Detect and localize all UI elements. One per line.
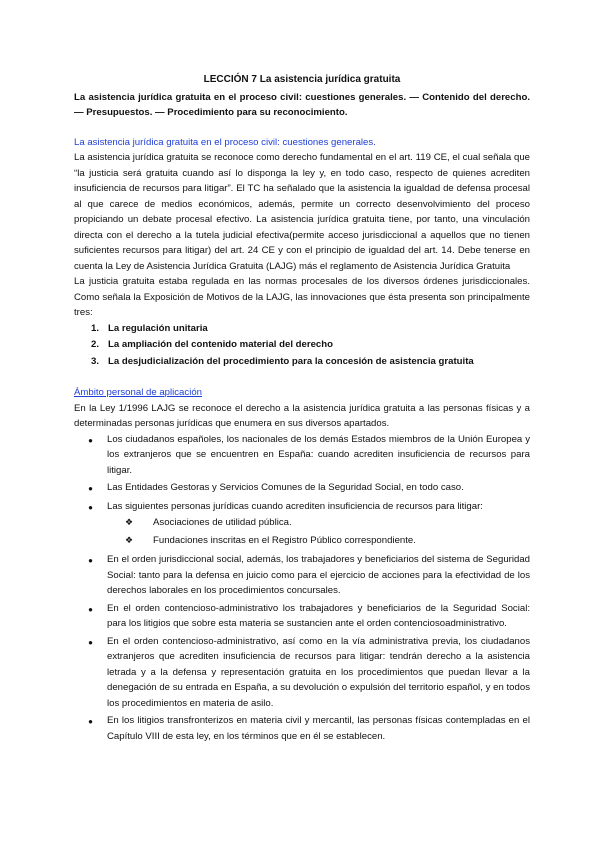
beneficiaries-list xyxy=(74,432,530,745)
list-text: Las siguientes personas jurídicas cuando acrediten insuficiencia de recursos para litigar: xyxy=(107,500,483,512)
innovations-list xyxy=(74,321,530,370)
bullet-icon: ● xyxy=(88,502,93,512)
list-text: En el orden jurisdiccional social, además, los trabajadores y beneficiarios del sistema de Seguridad Social: tanto para la defensa en juicio como para el ejercicio de acciones para la efectividad de los derechos laborales en los procedimientos concursales. xyxy=(107,554,530,596)
list-text: Las Entidades Gestoras y Servicios Comunes de la Seguridad Social, en todo caso. xyxy=(107,482,464,493)
bullet-icon: ● xyxy=(88,604,93,614)
list-number: 3. xyxy=(90,355,99,367)
list-item xyxy=(74,354,530,370)
sublist-item xyxy=(107,533,530,549)
list-item xyxy=(74,321,530,337)
section1-paragraph-2: La justicia gratuita estaba regulada en las normas procesales de los diversos órdenes jurisdiccionales. Como señala la Exposición de Motivos de la LAJG, las innovaciones que ésta presenta son principalmente tres: xyxy=(74,276,530,318)
bullet-icon: ● xyxy=(88,717,93,726)
list-number: 1. xyxy=(90,322,99,334)
list-text: La desjudicialización del procedimiento para la concesión de asistencia gratuita xyxy=(108,355,474,367)
list-number: 2. xyxy=(90,339,99,350)
bullet-icon: ● xyxy=(88,637,93,647)
list-text: La regulación unitaria xyxy=(108,322,208,334)
list-text: En el orden contencioso-administrativo, así como en la vía administrativa previa, los ciudadanos extranjeros que acrediten insuficiencia de recursos para litigar: tendrán derecho a la asistencia letrada y a la defensa y representación gratuita en los procedimientos que puedan llevar a la denegación de su entrada en España, a su devolución o expulsión del territorio español, y en todos los procedimientos en materia de asilo. xyxy=(107,635,530,709)
section2-intro: En la Ley 1/1996 LAJG se reconoce el derecho a la asistencia jurídica gratuita a las personas físicas y a determinadas personas jurídicas que enumera en sus diversos apartados. xyxy=(74,402,530,429)
list-item xyxy=(74,480,530,497)
document-page xyxy=(74,72,530,746)
sublist-text: Asociaciones de utilidad pública. xyxy=(153,517,292,528)
lesson-title: LECCIÓN 7 La asistencia jurídica gratuita xyxy=(203,74,401,85)
bullet-icon: ● xyxy=(88,484,93,493)
list-item xyxy=(74,499,530,551)
list-text: En el orden contencioso-administrativo los trabajadores y beneficiarios de la Seguridad Social: para los litigios que sobre esta materia se sustancien ante el orden contenciosoadministrativo. xyxy=(107,602,530,629)
list-item xyxy=(74,713,530,744)
diamond-bullet-icon: ❖ xyxy=(125,534,134,545)
list-text: Los ciudadanos españoles, los nacionales de los demás Estados miembros de la Unión Europea y los extranjeros que se encuentren en España: cuando acrediten insuficiencia de recursos para litigar. xyxy=(107,433,530,476)
sublist-text: Fundaciones inscritas en el Registro Público correspondiente. xyxy=(153,534,416,546)
list-item xyxy=(74,634,530,712)
sublist-item xyxy=(107,515,530,531)
list-item xyxy=(74,432,530,479)
list-item xyxy=(74,337,530,353)
list-text: En los litigios transfronterizos en materia civil y mercantil, las personas físicas contempladas en el Capítulo VIII de esta ley, en los términos que en él se establecen. xyxy=(107,715,530,742)
section1-heading: La asistencia jurídica gratuita en el proceso civil: cuestiones generales. xyxy=(74,136,376,148)
list-item-body xyxy=(107,499,530,551)
section2-heading: Ámbito personal de aplicación xyxy=(74,387,202,398)
legal-persons-sublist xyxy=(107,515,530,548)
list-item xyxy=(74,552,530,599)
lesson-subtitle: La asistencia jurídica gratuita en el proceso civil: cuestiones generales. — Contenido del derecho. — Presupuestos. — Procedimiento para su reconocimiento. xyxy=(74,91,530,118)
list-item xyxy=(74,601,530,632)
list-text: La ampliación del contenido material del derecho xyxy=(108,339,333,350)
bullet-icon: ● xyxy=(88,556,93,565)
bullet-icon: ● xyxy=(88,435,93,445)
diamond-bullet-icon: ❖ xyxy=(125,517,134,527)
section1-paragraph-1: La asistencia jurídica gratuita se reconoce como derecho fundamental en el art. 119 CE, el cual señala que “la justicia será gratuita cuando así lo disponga la ley y, en todo caso, respecto de quienes acrediten insuficiencia de recursos para litigar”. El TC ha señalado que la asistencia la igualdad de defensa procesal al que carece de medios económicos, además, permite un correcto desenvolvimiento del proceso propiciando un debate procesal efectivo. La asistencia jurídica gratuita tiene, por tanto, una vinculación directa con el derecho a la tutela judicial efectiva(permite acceso jurisdiccional a aquellos que no tienen suficientes recursos para litigar) del art. 24 CE y con el principio de igualdad del art. 14. Debe tenerse en cuenta la Ley de Asistencia Jurídica Gratuita (LAJG) más el reglamento de Asistencia Jurídica Gratuita xyxy=(74,152,530,272)
